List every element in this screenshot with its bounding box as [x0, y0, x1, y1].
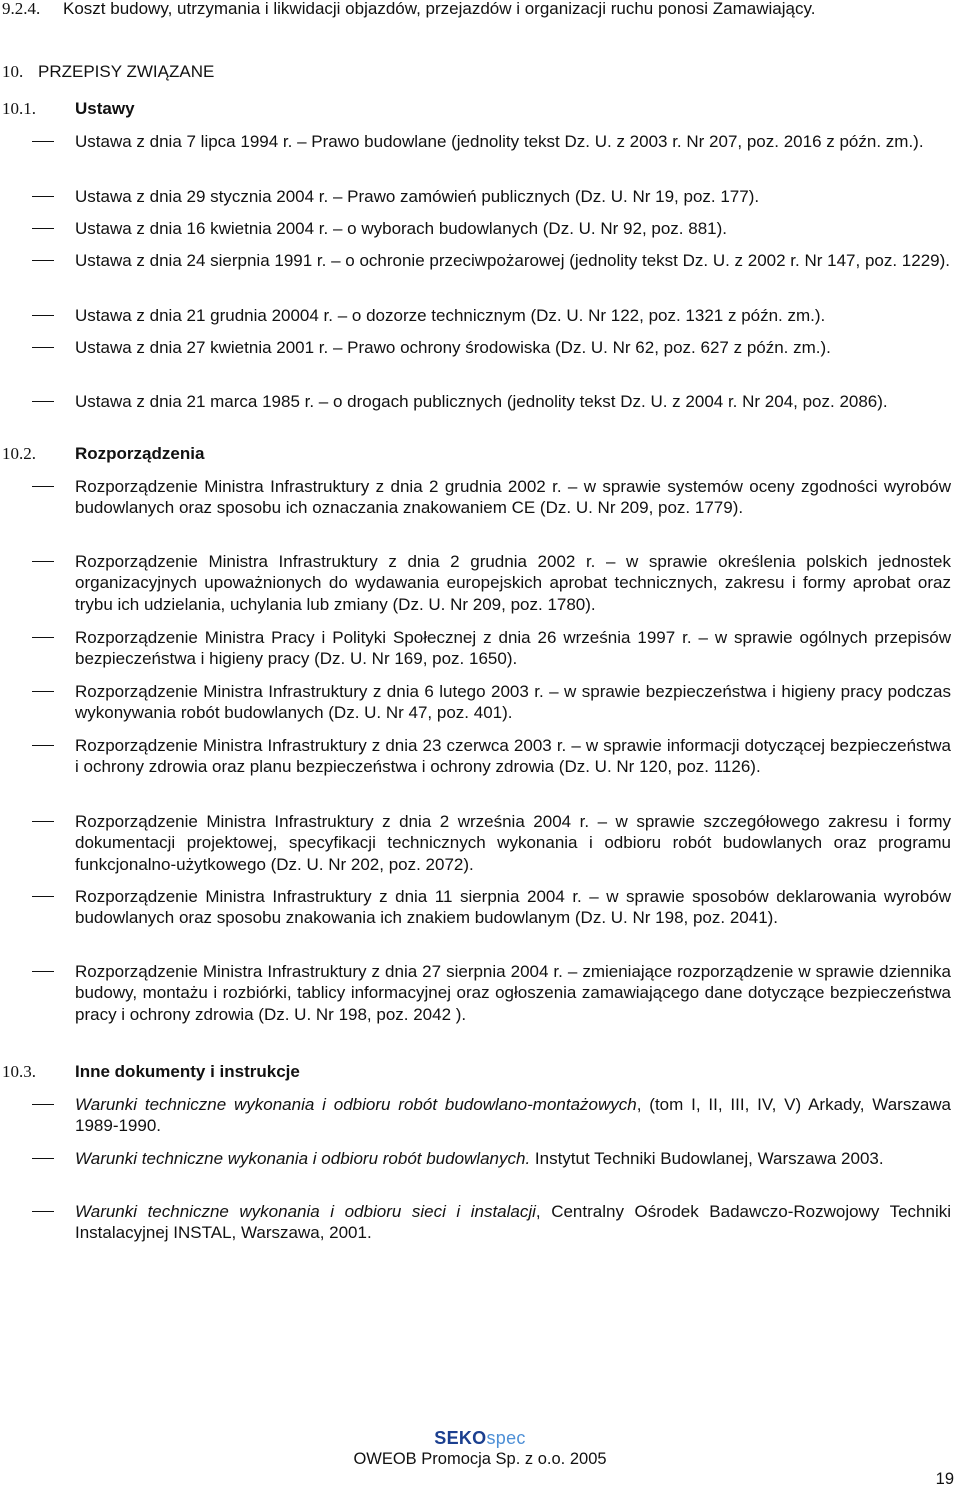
- list-item: [75, 391, 951, 412]
- list-item: [75, 250, 951, 271]
- document-title: Warunki techniczne wykonania i odbioru sieci i instalacji: [75, 1202, 536, 1221]
- subsection-title: Rozporządzenia: [75, 444, 205, 463]
- dash-bullet: [32, 821, 54, 822]
- list-item: [75, 961, 951, 1025]
- dash-bullet: [32, 401, 54, 402]
- list-item: [75, 627, 951, 670]
- list-item-text: Ustawa z dnia 21 marca 1985 r. – o drogach publicznych (jednolity tekst Dz. U. z 2004 r. Nr 204, poz. 2086).: [75, 392, 888, 411]
- dash-bullet: [32, 347, 54, 348]
- footer-company: OWEOB Promocja Sp. z o.o. 2005: [353, 1450, 607, 1468]
- list-item: [75, 811, 951, 875]
- list-item-text: Ustawa z dnia 27 kwietnia 2001 r. – Prawo ochrony środowiska (Dz. U. Nr 62, poz. 627 z późn. zm.).: [75, 338, 831, 357]
- list-item-text: Rozporządzenie Ministra Infrastruktury z dnia 23 czerwca 2003 r. – w sprawie informacji dotyczącej bezpieczeństwa i ochrony zdrowia oraz planu bezpieczeństwa i ochrony zdrowia (Dz. U. Nr 120, poz. 1126).: [75, 736, 951, 777]
- dash-bullet: [32, 196, 54, 197]
- dash-bullet: [32, 971, 54, 972]
- list-item: [75, 1201, 951, 1244]
- list-item-text: Ustawa z dnia 24 sierpnia 1991 r. – o ochronie przeciwpożarowej (jednolity tekst Dz. U. z 2002 r. Nr 147, poz. 1229).: [75, 251, 951, 270]
- subsection-number: 10.1.: [2, 99, 36, 118]
- subsection-number: 10.3.: [2, 1062, 36, 1081]
- list-item-text: Ustawa z dnia 21 grudnia 20004 r. – o dozorze technicznym (Dz. U. Nr 122, poz. 1321 z późn. zm.).: [75, 306, 826, 325]
- list-item: [75, 551, 951, 615]
- subsection-title: Inne dokumenty i instrukcje: [75, 1062, 300, 1081]
- list-item: [75, 186, 951, 207]
- list-item-text: Rozporządzenie Ministra Infrastruktury z dnia 2 września 2004 r. – w sprawie szczegółowego zakresu i formy dokumentacji projektowej, specyfikacji technicznych wykonania i odbioru robót budowlanych oraz programu funkcjonalno-użytkowego (Dz. U. Nr 202, poz. 2072).: [75, 812, 951, 874]
- document-details: , Centralny Ośrodek Badawczo-Rozwojowy Techniki Instalacyjnej INSTAL, Warszawa, 2001.: [75, 1202, 952, 1243]
- dash-bullet: [32, 260, 54, 261]
- item-text: Koszt budowy, utrzymania i likwidacji objazdów, przejazdów i organizacji ruchu ponosi Zamawiający.: [63, 0, 816, 18]
- dash-bullet: [32, 228, 54, 229]
- document-title: Warunki techniczne wykonania i odbioru robót budowlano-montażowych: [75, 1095, 637, 1114]
- footer-logo: SEKOspec: [434, 1428, 526, 1448]
- list-item: [75, 681, 951, 724]
- section-number: 10.: [2, 62, 24, 81]
- document-details: Instytut Techniki Budowlanej, Warszawa 2003.: [530, 1149, 884, 1168]
- document-title: Warunki techniczne wykonania i odbioru robót budowlanych.: [75, 1149, 531, 1168]
- list-item: [75, 886, 951, 929]
- dash-bullet: [32, 896, 54, 897]
- list-item-text: Rozporządzenie Ministra Infrastruktury z dnia 2 grudnia 2002 r. – w sprawie systemów oceny zgodności wyrobów budowlanych oraz sposobu ich oznaczania znakowaniem CE (Dz. U. Nr 209, poz. 1779).: [75, 477, 951, 518]
- list-item-text: Rozporządzenie Ministra Infrastruktury z dnia 27 sierpnia 2004 r. – zmieniające rozporządzenie w sprawie dziennika budowy, montażu i rozbiórki, tablicy informacyjnej oraz ogłoszenia zamawiającego dane dotyczące bezpieczeństwa pracy i ochrony zdrowia (Dz. U. Nr 198, poz. 2042 ).: [75, 962, 951, 1024]
- dash-bullet: [32, 486, 54, 487]
- list-item-text: Rozporządzenie Ministra Infrastruktury z dnia 2 grudnia 2002 r. – w sprawie określenia polskich jednostek organizacyjnych upoważnionych do wydawania europejskich aprobat technicznych, zakresu i formy aprobat oraz trybu ich udzielania, uchylania lub zmiany (Dz. U. Nr 209, poz. 1780).: [75, 552, 951, 614]
- list-item: [75, 476, 951, 519]
- section-title: PRZEPISY ZWIĄZANE: [38, 62, 215, 81]
- dash-bullet: [32, 691, 54, 692]
- list-item-text: Rozporządzenie Ministra Pracy i Polityki Społecznej z dnia 26 września 1997 r. – w sprawie ogólnych przepisów bezpieczeństwa i higieny pracy (Dz. U. Nr 169, poz. 1650).: [75, 628, 951, 669]
- dash-bullet: [32, 561, 54, 562]
- list-item-text: Rozporządzenie Ministra Infrastruktury z dnia 6 lutego 2003 r. – w sprawie bezpieczeństwa i higieny pracy podczas wykonywania robót budowlanych (Dz. U. Nr 47, poz. 401).: [75, 682, 951, 723]
- dash-bullet: [32, 315, 54, 316]
- list-item: [75, 1148, 951, 1169]
- list-item-text: Ustawa z dnia 7 lipca 1994 r. – Prawo budowlane (jednolity tekst Dz. U. z 2003 r. Nr 207, poz. 2016 z późn. zm.).: [75, 132, 924, 151]
- list-item: [75, 218, 951, 239]
- document-details: , (tom I, II, III, IV, V) Arkady, Warszawa 1989-1990.: [75, 1095, 952, 1136]
- dash-bullet: [32, 1211, 54, 1212]
- page-number: 19: [935, 1470, 954, 1488]
- subsection-number: 10.2.: [2, 444, 36, 463]
- list-item-text: Ustawa z dnia 29 stycznia 2004 r. – Prawo zamówień publicznych (Dz. U. Nr 19, poz. 177).: [75, 187, 760, 206]
- item-number: 9.2.4.: [2, 0, 41, 18]
- dash-bullet: [32, 637, 54, 638]
- list-item: [75, 337, 951, 358]
- list-item-text: Ustawa z dnia 16 kwietnia 2004 r. – o wyborach budowlanych (Dz. U. Nr 92, poz. 881).: [75, 219, 728, 238]
- list-item: [75, 735, 951, 778]
- list-item-text: Rozporządzenie Ministra Infrastruktury z dnia 11 sierpnia 2004 r. – w sprawie sposobów deklarowania wyrobów budowlanych oraz sposobu znakowania ich znakiem budowlanym (Dz. U. Nr 198, poz. 2041).: [75, 887, 951, 928]
- dash-bullet: [32, 141, 54, 142]
- dash-bullet: [32, 1158, 54, 1159]
- list-item: [75, 305, 951, 326]
- list-item: [75, 1094, 951, 1137]
- list-item: [75, 131, 951, 152]
- dash-bullet: [32, 745, 54, 746]
- dash-bullet: [32, 1104, 54, 1105]
- subsection-title: Ustawy: [75, 99, 135, 118]
